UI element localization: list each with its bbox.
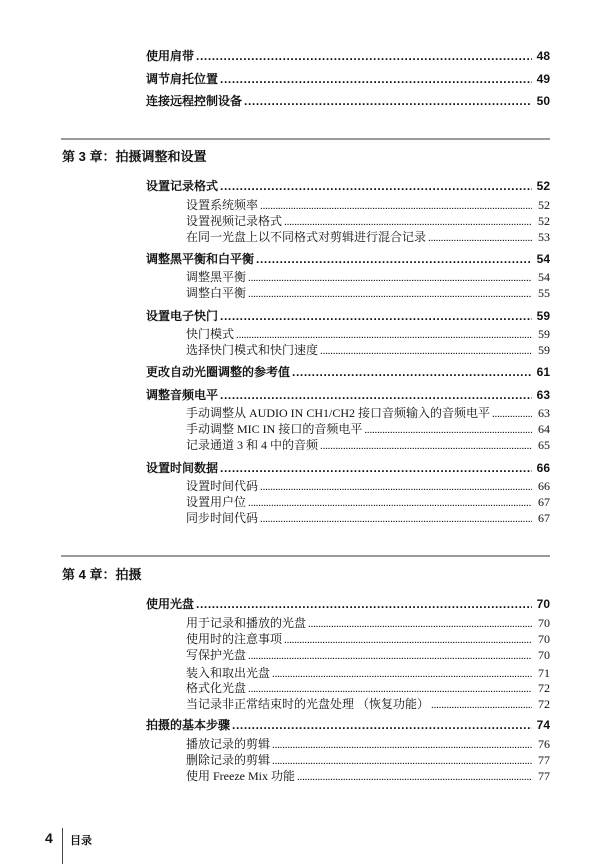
toc-entry[interactable] [146,70,550,87]
toc-item[interactable] [186,228,550,245]
toc-item-page: 70 [538,648,550,662]
footer-divider [62,828,63,864]
toc-entry-page: 49 [536,72,550,86]
toc-item[interactable] [186,767,550,784]
toc-section-page: 54 [536,252,550,266]
toc-item[interactable] [186,325,550,342]
toc-item-page: 54 [538,270,550,284]
toc-item-title: 使用 Freeze Mix 功能 [186,769,295,783]
toc-item[interactable] [186,679,550,696]
toc-section-title: 拍摄的基本步骤 [146,718,231,732]
toc-item[interactable] [186,436,550,453]
toc-item-title: 同步时间代码 [186,511,259,525]
toc-item-page: 52 [538,198,550,212]
footer-section-label: 目录 [70,835,92,847]
toc-item[interactable] [186,509,550,526]
toc-item-title: 删除记录的剪辑 [186,753,271,767]
chapter-rule [61,138,550,140]
page-number: 4 [45,830,53,846]
toc-section-title: 设置时间数据 [146,461,219,475]
toc-section-title: 设置记录格式 [146,179,219,193]
toc-item-page: 70 [538,632,550,646]
toc-item-page: 55 [538,286,550,300]
toc-item[interactable] [186,477,550,494]
toc-item-page: 77 [538,769,550,783]
toc-item-page: 72 [538,697,550,711]
toc-item[interactable] [186,695,550,712]
toc-item[interactable] [186,735,550,752]
toc-entry-title: 调节肩托位置 [146,72,219,86]
toc-item[interactable] [186,212,550,229]
toc-section-page: 70 [536,597,550,611]
toc-section[interactable] [146,595,550,612]
toc-item[interactable] [186,751,550,768]
toc-item[interactable] [186,268,550,285]
toc-item-title: 使用时的注意事项 [186,632,283,646]
toc-item-page: 63 [538,406,550,420]
toc-entry-title: 连接远程控制设备 [146,94,243,108]
toc-item-title: 调整白平衡 [186,286,247,300]
toc-item-title: 设置用户位 [186,495,247,509]
toc-item-page: 53 [538,230,550,244]
toc-item-title: 用于记录和播放的光盘 [186,616,307,630]
chapter-heading: 第 3 章：拍摄调整和设置 [62,149,207,164]
toc-section-page: 74 [536,718,550,732]
toc-item-page: 59 [538,327,550,341]
toc-section-page: 61 [536,365,550,379]
toc-item-page: 67 [538,511,550,525]
toc-item-page: 65 [538,438,550,452]
toc-item-title: 设置时间代码 [186,479,259,493]
toc-item-title: 选择快门模式和快门速度 [186,343,319,357]
toc-section[interactable] [146,307,550,324]
toc-item-page: 52 [538,214,550,228]
toc-item[interactable] [186,196,550,213]
toc-item[interactable] [186,341,550,358]
toc-section[interactable] [146,386,550,403]
toc-item-page: 76 [538,737,550,751]
toc-section[interactable] [146,716,550,733]
toc-section-title: 调整音频电平 [146,388,219,402]
toc-item-title: 手动调整从 AUDIO IN CH1/CH2 接口音频输入的音频电平 [186,406,490,420]
toc-item-page: 67 [538,495,550,509]
toc-section[interactable] [146,250,550,267]
toc-item-page: 66 [538,479,550,493]
toc-section-page: 66 [536,461,550,475]
toc-item-title: 当记录非正常结束时的光盘处理 （恢复功能） [186,697,430,711]
toc-item[interactable] [186,614,550,631]
toc-item-title: 写保护光盘 [186,648,247,662]
chapter-rule [61,555,550,557]
toc-entry[interactable] [146,47,550,64]
toc-entry-page: 50 [536,94,550,108]
toc-item-page: 70 [538,616,550,630]
toc-item-title: 设置视频记录格式 [186,214,283,228]
toc-section-title: 设置电子快门 [146,309,219,323]
toc-item-page: 77 [538,753,550,767]
toc-item[interactable] [186,420,550,437]
toc-section-page: 63 [536,388,550,402]
toc-item-title: 格式化光盘 [186,681,247,695]
toc-item-title: 播放记录的剪辑 [186,737,271,751]
toc-section-page: 59 [536,309,550,323]
toc-entry-title: 使用肩带 [146,49,195,63]
toc-entry[interactable] [146,92,550,109]
toc-section[interactable] [146,363,550,380]
toc-item-page: 59 [538,343,550,357]
toc-item-title: 记录通道 3 和 4 中的音频 [186,438,319,452]
toc-item-title: 设置系统频率 [186,198,259,212]
toc-item-page: 71 [538,666,550,680]
toc-item-title: 手动调整 MIC IN 接口的音频电平 [186,422,363,436]
toc-section[interactable] [146,177,550,194]
toc-item-page: 72 [538,681,550,695]
toc-section-title: 使用光盘 [146,597,195,611]
toc-item[interactable] [186,646,550,663]
toc-section-page: 52 [536,179,550,193]
toc-item[interactable] [186,284,550,301]
toc-item-title: 快门模式 [186,327,235,341]
toc-item[interactable] [186,630,550,647]
toc-item-page: 64 [538,422,550,436]
toc-item-title: 在同一光盘上以不同格式对剪辑进行混合记录 [186,230,427,244]
toc-item-title: 调整黑平衡 [186,270,247,284]
toc-section[interactable] [146,459,550,476]
toc-item[interactable] [186,493,550,510]
toc-entry-page: 48 [536,49,550,63]
toc-item-title: 装入和取出光盘 [186,666,271,680]
toc-item[interactable] [186,404,550,421]
toc-section-title: 调整黑平衡和白平衡 [146,252,255,266]
toc-section-title: 更改自动光圈调整的参考值 [146,365,291,379]
chapter-heading: 第 4 章：拍摄 [62,567,142,582]
